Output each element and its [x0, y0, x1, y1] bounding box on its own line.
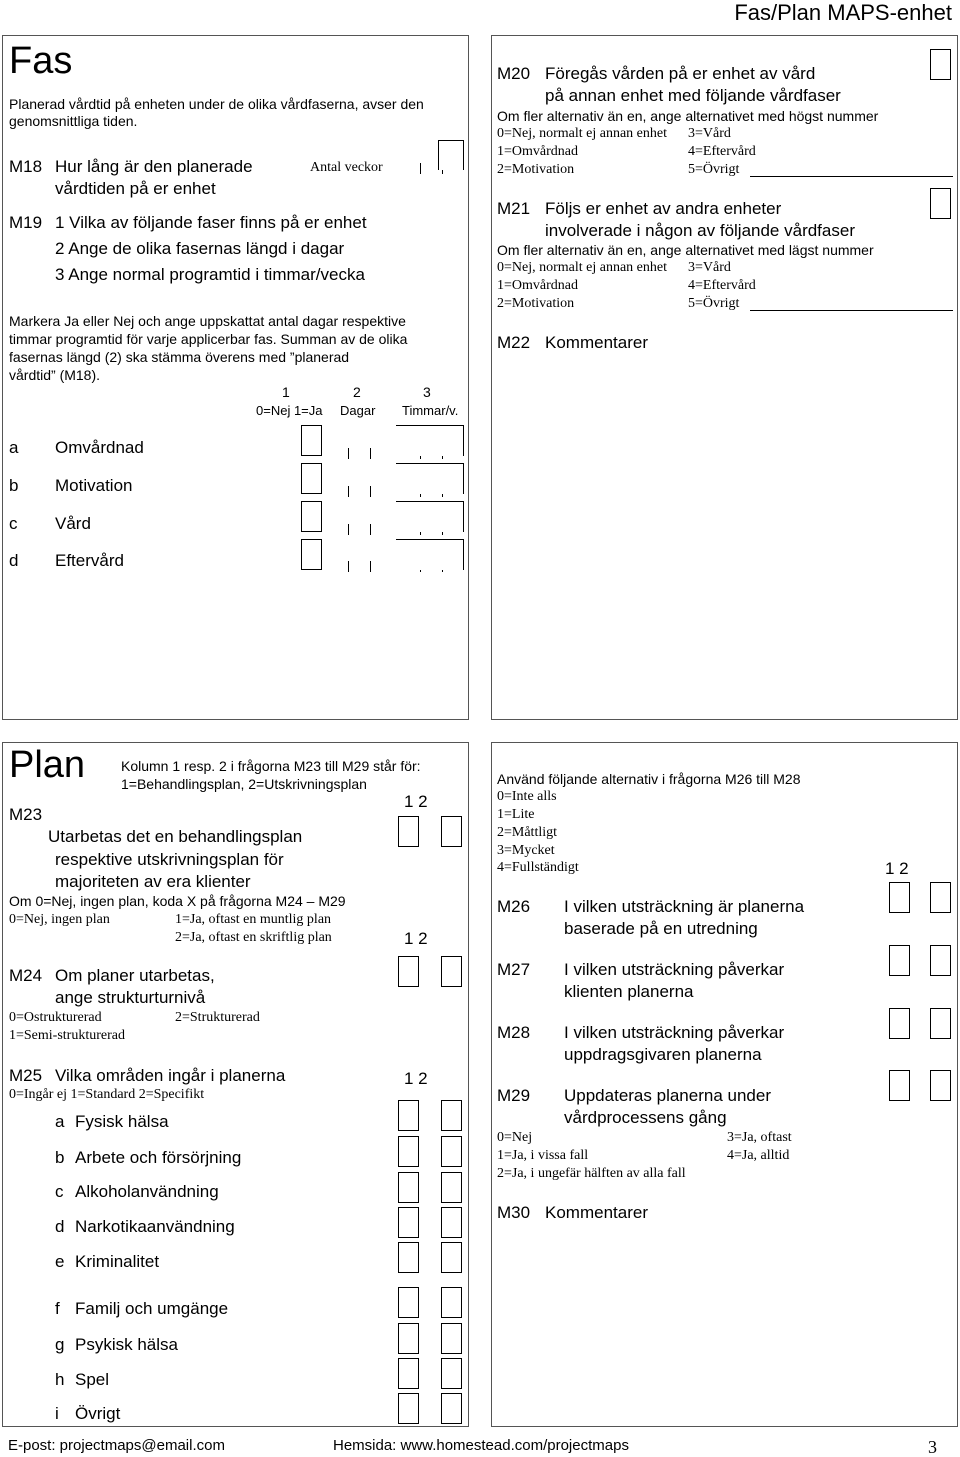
area-h-plan2-box[interactable] [441, 1358, 462, 1389]
m27-plan1-box[interactable] [889, 945, 910, 976]
area-e-name: Kriminalitet [75, 1252, 160, 1271]
m18-code-box[interactable] [438, 140, 464, 170]
area-d-letter: d [55, 1217, 65, 1236]
plan-kolumn-1: Kolumn 1 resp. 2 i frågorna M23 till M29 står för: [121, 758, 421, 774]
scale-intro: Använd följande alternativ i frågorna M26 till M28 [497, 771, 801, 787]
m23-question-1: Utarbetas det en behandlingsplan [48, 827, 303, 846]
m20-opt-5: 5=Övrigt [688, 162, 740, 177]
m29-plan2-box[interactable] [930, 1070, 951, 1101]
m18-label: M18 [9, 157, 43, 176]
footer-page-number: 3 [928, 1437, 937, 1457]
area-d-plan2-box[interactable] [441, 1207, 462, 1238]
fas-intro-1: Planerad vårdtid på enheten under de olika vårdfaserna, avser den [9, 96, 424, 112]
m28-question-1: I vilken utsträckning påverkar [564, 1023, 785, 1042]
m19-item-3: 3 Ange normal programtid i timmar/vecka [55, 265, 365, 284]
m24-plan2-box[interactable] [441, 956, 462, 987]
area-i-name: Övrigt [75, 1404, 121, 1423]
m21-answer-box[interactable] [930, 188, 951, 219]
phase-a-letter: a [9, 438, 19, 457]
m21-opt-5: 5=Övrigt [688, 296, 740, 311]
plan-col12-m24: 1 2 [404, 929, 428, 948]
area-g-name: Psykisk hälsa [75, 1335, 178, 1354]
m20-label: M20 [497, 64, 531, 83]
m23-question-3: majoriteten av era klienter [55, 872, 251, 891]
fas-title: Fas [9, 40, 73, 82]
m29-question-1: Uppdateras planerna under [564, 1086, 771, 1105]
m20-opt-4: 4=Eftervård [688, 144, 756, 159]
area-g-plan1-box[interactable] [398, 1323, 419, 1354]
area-b-name: Arbete och försörjning [75, 1148, 242, 1167]
fas-note-3: fasernas längd (2) ska stämma överens med ”planerad [9, 349, 350, 365]
m20-instruction: Om fler alternativ än en, ange alternativet med högst nummer [497, 108, 879, 124]
area-g-plan2-box[interactable] [441, 1323, 462, 1354]
scale-1: 1=Lite [497, 807, 535, 822]
m21-opt-0: 0=Nej, normalt ej annan enhet [497, 260, 668, 275]
area-d-plan1-box[interactable] [398, 1207, 419, 1238]
area-h-name: Spel [75, 1370, 110, 1389]
phase-c-letter: c [9, 514, 18, 533]
phase-c-dagar-input[interactable] [326, 513, 392, 535]
col-num-1: 1 [282, 384, 290, 400]
page-header-title: Fas/Plan MAPS-enhet [734, 0, 952, 25]
m28-plan1-box[interactable] [889, 1008, 910, 1039]
m24-label: M24 [9, 966, 43, 985]
m24-opt-0: 0=Ostrukturerad [9, 1010, 102, 1025]
area-f-letter: f [55, 1299, 60, 1318]
area-i-plan1-box[interactable] [398, 1393, 419, 1424]
m20-opt-3: 3=Vård [688, 126, 731, 141]
area-b-letter: b [55, 1148, 65, 1167]
m29-plan1-box[interactable] [889, 1070, 910, 1101]
fas-note-4: vårdtid” (M18). [9, 367, 101, 383]
scale-3: 3=Mycket [497, 843, 555, 858]
m22-label: M22 [497, 333, 531, 352]
m19-label: M19 [9, 213, 43, 232]
m18-question-2: vårdtiden på er enhet [55, 179, 216, 198]
m23-question-2: respektive utskrivningsplan för [55, 850, 284, 869]
area-f-plan2-box[interactable] [441, 1287, 462, 1318]
scale-4: 4=Fullständigt [497, 860, 579, 875]
m28-plan2-box[interactable] [930, 1008, 951, 1039]
m28-question-2: uppdragsgivaren planerna [564, 1045, 762, 1064]
m21-question-2: involverade i någon av följande vårdfaser [545, 221, 855, 240]
phase-b-janej-box[interactable] [301, 463, 322, 494]
phase-b-letter: b [9, 476, 19, 495]
area-h-letter: h [55, 1370, 65, 1389]
phase-b-dagar-input[interactable] [326, 475, 392, 497]
area-b-plan1-box[interactable] [398, 1136, 419, 1167]
area-b-plan2-box[interactable] [441, 1136, 462, 1167]
area-f-plan1-box[interactable] [398, 1287, 419, 1318]
plan-title: Plan [9, 744, 86, 786]
col-head-timmar: Timmar/v. [402, 403, 459, 418]
m29-question-2: vårdprocessens gång [564, 1108, 727, 1127]
m20-question-2: på annan enhet med följande vårdfaser [545, 86, 841, 105]
m29-opt-4: 4=Ja, alltid [727, 1148, 790, 1163]
phase-a-janej-box[interactable] [301, 425, 322, 456]
area-e-letter: e [55, 1252, 65, 1271]
phase-b-name: Motivation [55, 476, 133, 495]
m19-item-2: 2 Ange de olika fasernas längd i dagar [55, 239, 345, 258]
m29-opt-0: 0=Nej [497, 1130, 533, 1145]
col-head-janej: 0=Nej 1=Ja [256, 403, 323, 418]
m27-plan2-box[interactable] [930, 945, 951, 976]
m19-item-1: 1 Vilka av följande faser finns på er enhet [55, 213, 367, 232]
m26-question-2: baserade på en utredning [564, 919, 758, 938]
m24-opt-2: 2=Strukturerad [175, 1010, 260, 1025]
phase-c-name: Vård [55, 514, 91, 533]
m23-label: M23 [9, 805, 43, 824]
m23-opt-0: 0=Nej, ingen plan [9, 912, 110, 927]
right-col12: 1 2 [885, 859, 909, 878]
area-i-letter: i [55, 1404, 59, 1423]
phase-d-name: Eftervård [55, 551, 124, 570]
m20-opt-1: 1=Omvårdnad [497, 144, 578, 159]
phase-c-hour-box[interactable] [396, 501, 464, 532]
area-c-letter: c [55, 1182, 64, 1201]
m24-opt-1: 1=Semi-strukturerad [9, 1028, 125, 1043]
plan-col12-m25: 1 2 [404, 1069, 428, 1088]
m24-plan1-box[interactable] [398, 956, 419, 987]
area-a-plan1-box[interactable] [398, 1100, 419, 1131]
m20-other-line[interactable] [750, 176, 953, 177]
phase-a-hour-box[interactable] [396, 425, 464, 456]
phase-d-janej-box[interactable] [301, 539, 322, 570]
m26-question-1: I vilken utsträckning är planerna [564, 897, 805, 916]
m20-answer-box[interactable] [930, 49, 951, 80]
plan-kolumn-2: 1=Behandlingsplan, 2=Utskrivningsplan [121, 776, 367, 792]
area-h-plan1-box[interactable] [398, 1358, 419, 1389]
m26-plan1-box[interactable] [889, 882, 910, 913]
area-g-letter: g [55, 1335, 65, 1354]
m29-label: M29 [497, 1086, 531, 1105]
m21-label: M21 [497, 199, 531, 218]
m23-opt-1: 1=Ja, oftast en muntlig plan [175, 912, 332, 927]
phase-d-dagar-input[interactable] [326, 550, 392, 572]
plan-col12-top: 1 2 [404, 792, 428, 811]
m29-opt-2: 2=Ja, i ungefär hälften av alla fall [497, 1166, 686, 1181]
m25-label: M25 [9, 1066, 43, 1085]
m20-opt-2: 2=Motivation [497, 162, 575, 177]
area-i-plan2-box[interactable] [441, 1393, 462, 1424]
fas-note-2: timmar programtid för varje applicerbar fas. Summan av de olika [9, 331, 408, 347]
m23-note: Om 0=Nej, ingen plan, koda X på frågorna M24 – M29 [9, 893, 346, 909]
area-a-letter: a [55, 1112, 65, 1131]
m27-question-2: klienten planerna [564, 982, 694, 1001]
area-e-plan1-box[interactable] [398, 1242, 419, 1273]
m24-question-1: Om planer utarbetas, [55, 966, 215, 985]
m24-question-2: ange strukturturnivå [55, 988, 206, 1007]
m26-m30-panel [491, 742, 958, 1427]
m20-question-1: Föregås vården på er enhet av vård [545, 64, 816, 83]
col-num-3: 3 [423, 384, 431, 400]
m27-label: M27 [497, 960, 531, 979]
phase-d-letter: d [9, 551, 19, 570]
m21-instruction: Om fler alternativ än en, ange alternativet med lägst nummer [497, 242, 874, 258]
m23-opt-2: 2=Ja, oftast en skriftlig plan [175, 930, 332, 945]
m29-opt-1: 1=Ja, i vissa fall [497, 1148, 589, 1163]
m28-label: M28 [497, 1023, 531, 1042]
m18-question-1: Hur lång är den planerade [55, 157, 253, 176]
m22-text: Kommentarer [545, 333, 648, 352]
m21-opt-1: 1=Omvårdnad [497, 278, 578, 293]
area-c-plan1-box[interactable] [398, 1172, 419, 1203]
col-num-2: 2 [353, 384, 361, 400]
footer-email: E-post: projectmaps@email.com [8, 1437, 225, 1454]
area-a-plan2-box[interactable] [441, 1100, 462, 1131]
phase-c-janej-box[interactable] [301, 501, 322, 532]
m21-opt-2: 2=Motivation [497, 296, 575, 311]
phase-a-name: Omvårdnad [55, 438, 144, 457]
phase-b-hour-box[interactable] [396, 463, 464, 494]
phase-a-dagar-input[interactable] [326, 437, 392, 459]
area-f-name: Familj och umgänge [75, 1299, 229, 1318]
m30-text: Kommentarer [545, 1203, 648, 1222]
m27-question-1: I vilken utsträckning påverkar [564, 960, 785, 979]
m21-other-line[interactable] [750, 310, 953, 311]
m23-plan2-box[interactable] [441, 816, 462, 847]
m29-opt-3: 3=Ja, oftast [727, 1130, 792, 1145]
scale-0: 0=Inte alls [497, 789, 557, 804]
area-a-name: Fysisk hälsa [75, 1112, 169, 1131]
area-c-plan2-box[interactable] [441, 1172, 462, 1203]
footer-website: Hemsida: www.homestead.com/projectmaps [333, 1437, 629, 1454]
m25-question: Vilka områden ingår i planerna [55, 1066, 286, 1085]
area-c-name: Alkoholanvändning [75, 1182, 219, 1201]
m20-opt-0: 0=Nej, normalt ej annan enhet [497, 126, 668, 141]
m30-label: M30 [497, 1203, 531, 1222]
m26-plan2-box[interactable] [930, 882, 951, 913]
m21-opt-4: 4=Eftervård [688, 278, 756, 293]
fas-note-1: Markera Ja eller Nej och ange uppskattat antal dagar respektive [9, 313, 406, 329]
m26-label: M26 [497, 897, 531, 916]
scale-2: 2=Måttligt [497, 825, 558, 840]
m23-plan1-box[interactable] [398, 816, 419, 847]
m18-unit: Antal veckor [310, 160, 383, 175]
m21-opt-3: 3=Vård [688, 260, 731, 275]
col-head-dagar: Dagar [340, 403, 376, 418]
m21-question-1: Följs er enhet av andra enheter [545, 199, 782, 218]
area-e-plan2-box[interactable] [441, 1242, 462, 1273]
m25-options: 0=Ingår ej 1=Standard 2=Specifikt [9, 1087, 205, 1102]
fas-intro-2: genomsnittliga tiden. [9, 113, 138, 129]
phase-d-hour-box[interactable] [396, 539, 464, 570]
area-d-name: Narkotikaanvändning [75, 1217, 235, 1236]
